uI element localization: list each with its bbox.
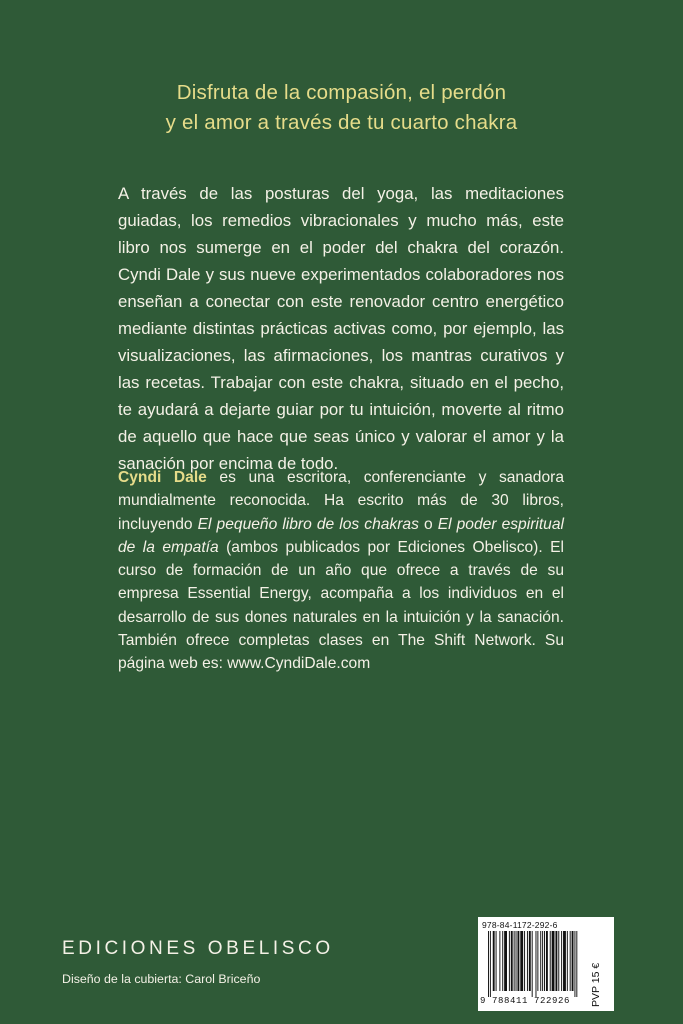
book-title-1: El pequeño libro de los chakras (197, 515, 419, 533)
price-label: PVP 15 € (590, 962, 602, 1007)
tagline-line-1: Disfruta de la compasión, el perdón (176, 81, 507, 104)
tagline-line-2: y el amor a través de tu cuarto chakra (165, 111, 518, 134)
barcode-label (478, 917, 614, 1011)
author-bio (118, 466, 564, 676)
publisher-name: EDICIONES OBELISCO (62, 938, 334, 959)
book-description: A través de las posturas del yoga, las meditaciones guiadas, los remedios vibracionales y mucho más, este libro nos sumerge en el poder del chakra del corazón. Cyndi Dale y sus nueve experimentados colaboradores nos enseñan a conectar con este renovador centro energético mediante distintas prácticas activas como, por ejemplo, las visualizaciones, las afirmaciones, los mantras curativos y las recetas. Trabajar con este chakra, situado en el pecho, te ayudará a dejarte guiar por tu intuición, moverte al ritmo de aquello que hace que seas único y valorar el amor y la sanación por encima de todo. (118, 184, 564, 473)
isbn-number: 978-84-1172-292-6 (482, 920, 558, 930)
bio-text-2: o (418, 515, 438, 533)
book-title-2: El poder espiritual de la empatía (118, 515, 564, 556)
barcode-icon (488, 931, 587, 997)
bio-text-1: es una escritora, conferenciante y sanadora mundialmente reconocida. Ha escrito más de 30 libros, incluyendo (118, 469, 564, 533)
author-name: Cyndi Dale (118, 469, 207, 486)
barcode-digits: 9 788411 722926 (480, 996, 571, 1006)
bio-text-3: (ambos publicados por Ediciones Obelisco). El curso de formación de un año que ofrece a través de su empresa Essential Energy, acompaña a los individuos en el desarrollo de sus dones naturales en la intuición y la sanación. También ofrece completas clases en The Shift Network. Su página web es: www.CyndiDale.com (118, 538, 564, 673)
cover-design-credit: Diseño de la cubierta: Carol Briceño (62, 972, 261, 986)
tagline (0, 78, 683, 138)
